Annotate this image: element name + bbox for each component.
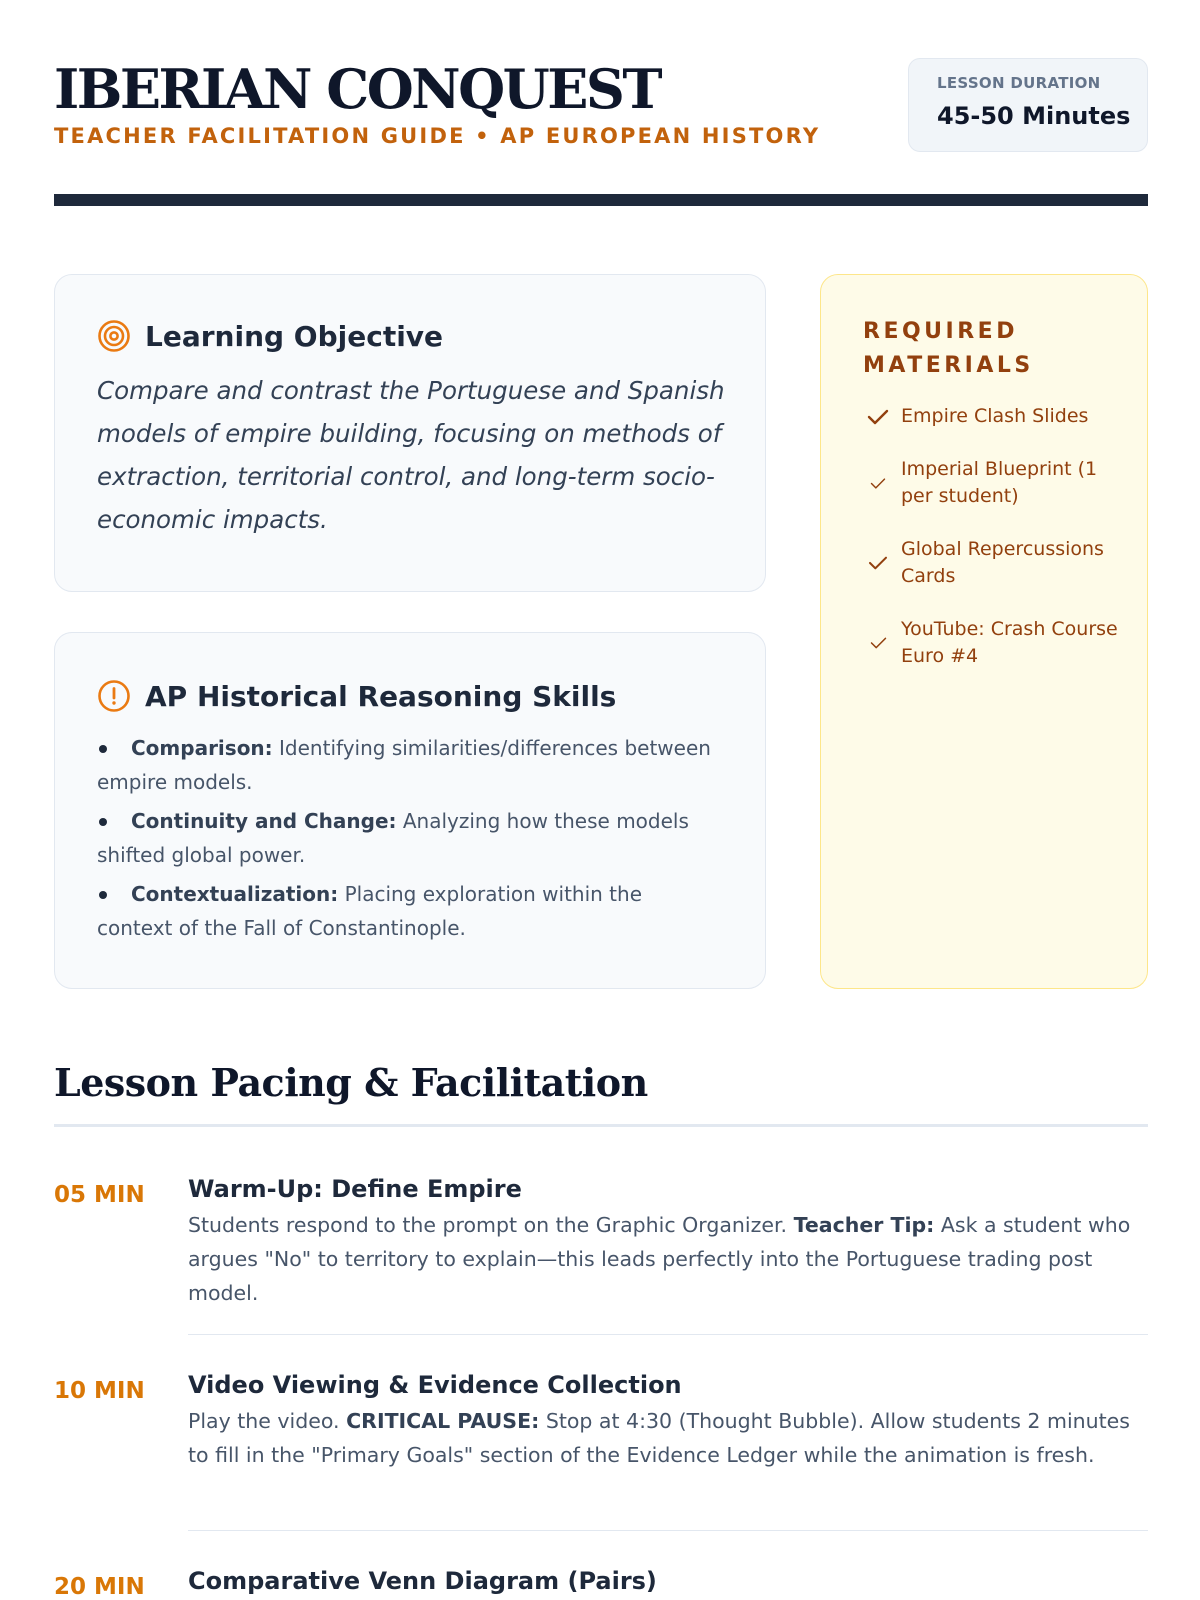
step-divider [188,1334,1148,1335]
skill-description: Analyzing how these models [402,809,689,833]
step-text-part: Play the video. [188,1409,340,1433]
step-body [188,1172,1148,1310]
step-text-part: Students respond to the prompt on the Graphic Organizer. [188,1213,788,1237]
header-divider [54,194,1148,206]
bullet-icon [99,891,107,899]
step-title: Video Viewing & Evidence Collection [188,1371,682,1399]
check-icon [863,555,893,571]
check-icon [863,636,893,650]
teacher-tip-label: Teacher Tip: [793,1213,935,1237]
skill-description-continued: context of the Fall of Constantinople. [97,916,466,940]
step-time: 20 MIN [54,1574,145,1600]
check-icon [863,477,893,490]
learning-objective-title: Learning Objective [145,319,444,353]
lesson-duration-label: LESSON DURATION [937,74,1101,92]
required-materials-title: REQUIRED MATERIALS [863,319,1034,378]
skill-item [97,804,725,872]
skill-name: Continuity and Change: [131,809,397,833]
step-time: 10 MIN [54,1378,145,1404]
reasoning-skills-heading [97,679,725,713]
material-item [863,403,1123,430]
materials-list [863,403,1123,670]
step-divider [188,1530,1148,1531]
material-label: Empire Clash Slides [901,405,1089,427]
pacing-heading: Lesson Pacing & Facilitation [54,1060,648,1105]
material-label: Imperial Blueprint (1 per student) [901,458,1098,507]
material-item [863,456,1123,510]
bullet-icon [99,818,107,826]
skill-description-continued: empire models. [97,770,253,794]
required-materials-panel [820,274,1148,989]
learning-objective-heading [97,319,725,353]
material-item [863,536,1123,590]
material-item [863,616,1123,670]
skill-description: Identifying similarities/differences between [279,736,711,760]
skill-name: Comparison: [131,736,273,760]
step-text-part: Stop at 4:30 (Thought Bubble). Allow students 2 minutes to fill in the "Primary Goals" section of the Evidence Ledger while the animation is fresh. [188,1409,1130,1467]
lesson-duration-value: 45-50 Minutes [937,102,1131,130]
step-body [188,1564,1148,1598]
page-title: IBERIAN CONQUEST [54,57,661,121]
skills-list [97,731,725,945]
step-body [188,1368,1148,1472]
step-title: Warm-Up: Define Empire [188,1175,522,1203]
critical-pause-label: CRITICAL PAUSE: [346,1409,540,1433]
skill-description: Placing exploration within the [344,882,642,906]
step-text [188,1404,1148,1472]
skill-description-continued: shifted global power. [97,843,306,867]
skill-item [97,731,725,799]
page-subtitle: TEACHER FACILITATION GUIDE • AP EUROPEAN HISTORY [54,124,821,148]
learning-objective-text: Compare and contrast the Portuguese and Spanish models of empire building, focusing on methods of extraction, territorial control, and long-term socio-economic impacts. [97,376,725,534]
check-icon [863,408,893,426]
pacing-divider [54,1124,1148,1127]
skill-name: Contextualization: [131,882,339,906]
step-title: Comparative Venn Diagram (Pairs) [188,1567,657,1595]
target-icon [97,319,131,353]
bullet-icon [99,745,107,753]
material-label: Global Repercussions Cards [901,538,1104,587]
step-text-part: Ask a student who argues "No" to territory to explain—this leads perfectly into the Portuguese trading post model. [188,1213,1131,1305]
step-time: 05 MIN [54,1182,145,1208]
page-header [54,56,1148,152]
material-label: YouTube: Crash Course Euro #4 [901,618,1118,667]
reasoning-skills-card [54,632,766,989]
learning-objective-card [54,274,766,592]
lesson-duration-box [908,58,1148,152]
skill-item [97,877,725,945]
step-text [188,1208,1148,1310]
alert-circle-icon [97,679,131,713]
reasoning-skills-title: AP Historical Reasoning Skills [145,679,617,713]
